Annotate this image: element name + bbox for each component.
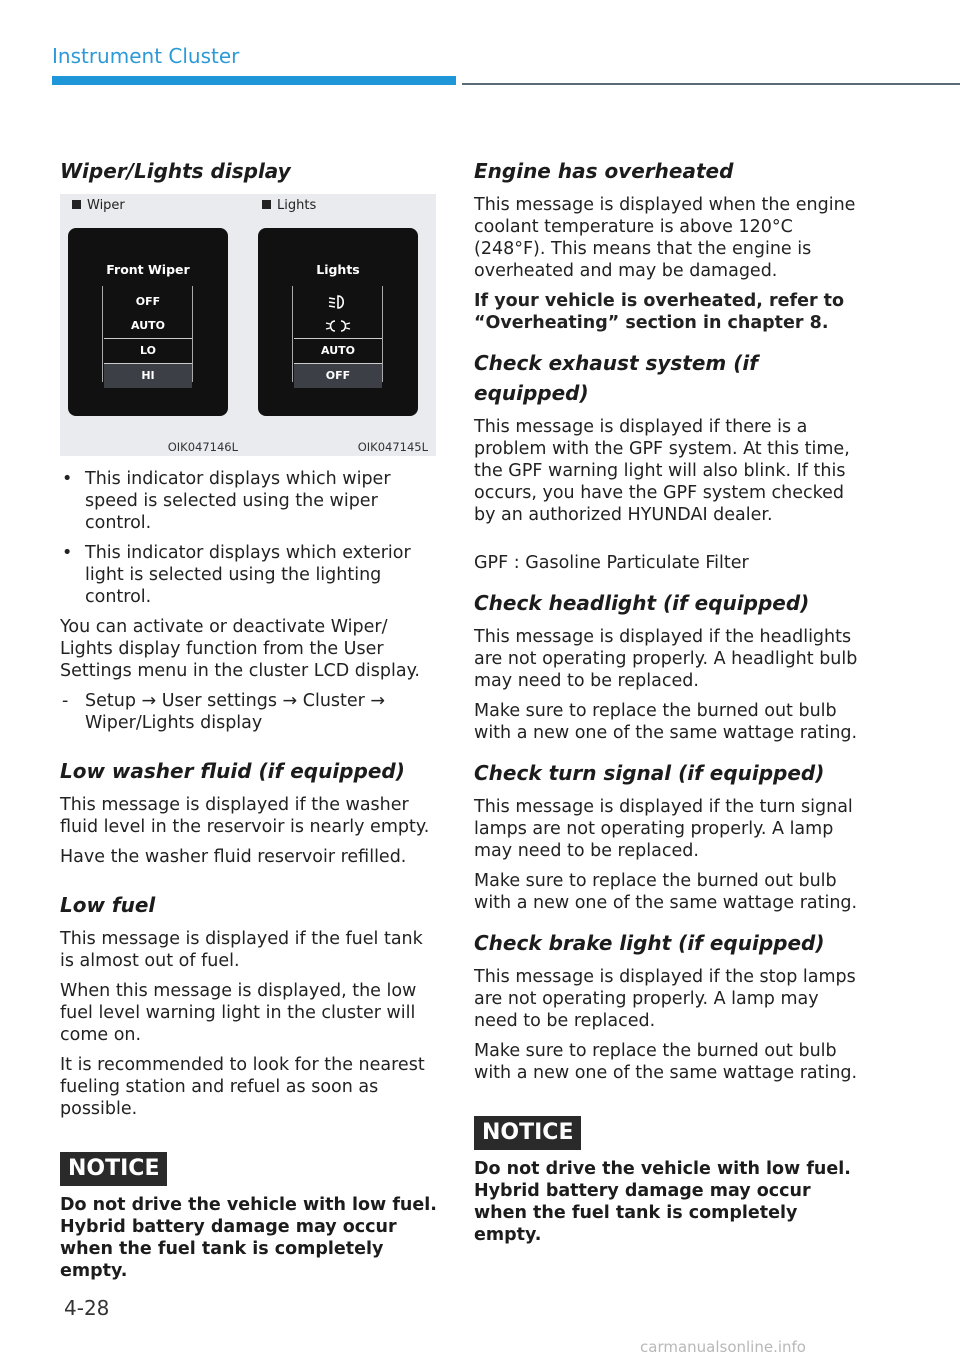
lights-figure-code: OIK047145L [357, 440, 428, 454]
list-item-text: This indicator displays which exterior light is selected using the lighting control. [85, 543, 411, 607]
body-paragraph: This message is displayed when the engine coolant temperature is above 120°C (248°F). This means that the engine is overheated and may be damaged. [474, 195, 856, 281]
lights-caption [262, 198, 316, 213]
check-brake-light-heading: Check brake light (if equipped) [474, 931, 825, 955]
lights-bracket-left [292, 286, 293, 382]
body-paragraph: This message is displayed if the washer fluid level in the reservoir is nearly empty. [60, 795, 430, 837]
list-item [60, 468, 440, 534]
wiper-caption-text: Wiper [87, 198, 125, 213]
wiper-options [104, 290, 192, 388]
engine-overheated-heading: Engine has overheated [474, 159, 734, 183]
wiper-lights-figure [60, 194, 436, 456]
wiper-caption [72, 198, 125, 213]
lights-option-selected: OFF [294, 363, 382, 388]
wiper-figure-code: OIK047146L [167, 440, 238, 454]
body-paragraph: Make sure to replace the burned out bulb with a new one of the same wattage rating. [474, 701, 858, 743]
wiper-option: AUTO [131, 319, 165, 332]
body-paragraph: When this message is displayed, the low fuel level warning light in the cluster will come on. [60, 981, 417, 1045]
check-exhaust-heading: Check exhaust system (if equipped) [474, 351, 758, 405]
notice-badge: NOTICE [60, 1152, 167, 1186]
low-beam-icon [294, 290, 382, 314]
wiper-option: OFF [135, 295, 161, 308]
lights-screen-title: Lights [316, 262, 360, 277]
bullet-dot: • [62, 543, 73, 563]
list-item [60, 542, 440, 608]
body-paragraph: This message is displayed if the turn signal lamps are not operating properly. A lamp may need to be replaced. [474, 797, 853, 861]
notice-text: Do not drive the vehicle with low fuel. Hybrid battery damage may occur when the fuel tank is completely empty. [60, 1195, 437, 1281]
square-bullet-icon [72, 200, 81, 209]
settings-paragraph: You can activate or deactivate Wiper/ Lights display function from the User Settings menu in the cluster LCD display. [60, 617, 420, 681]
body-paragraph-bold: If your vehicle is overheated, refer to “Overheating” section in chapter 8. [474, 291, 845, 333]
lights-options [294, 290, 382, 388]
lights-lcd-screen [258, 228, 418, 416]
notice-badge: NOTICE [474, 1116, 581, 1150]
body-paragraph: Make sure to replace the burned out bulb with a new one of the same wattage rating. [474, 1041, 858, 1083]
square-bullet-icon [262, 200, 271, 209]
dash-marker: - [62, 691, 69, 711]
wiper-lights-display-heading: Wiper/Lights display [60, 159, 291, 183]
lights-option: AUTO [294, 338, 382, 363]
notice-text: Do not drive the vehicle with low fuel. Hybrid battery damage may occur when the fuel tank is completely empty. [474, 1159, 851, 1245]
body-paragraph: Have the washer fluid reservoir refilled. [60, 847, 407, 867]
wiper-screen-title: Front Wiper [106, 262, 190, 277]
wiper-option-selected: HI [104, 363, 192, 388]
header-divider [462, 83, 960, 85]
lights-caption-text: Lights [277, 198, 317, 213]
wiper-panel [60, 194, 244, 456]
low-washer-fluid-heading: Low washer fluid (if equipped) [60, 759, 405, 783]
low-fuel-heading: Low fuel [60, 893, 156, 917]
check-turn-signal-heading: Check turn signal (if equipped) [474, 761, 825, 785]
watermark: carmanualsonline.info [640, 1338, 806, 1356]
wiper-bracket-left [102, 286, 103, 382]
lights-bracket-right [382, 286, 383, 382]
header-accent-bar [52, 76, 456, 85]
wiper-bracket-right [192, 286, 193, 382]
wiper-lcd-screen [68, 228, 228, 416]
list-item-text: This indicator displays which wiper speed is selected using the wiper control. [85, 469, 391, 533]
settings-path [60, 690, 440, 734]
left-column [60, 156, 440, 1282]
settings-path-text: Setup → User settings → Cluster → Wiper/Lights display [85, 691, 386, 733]
section-header-title: Instrument Cluster [52, 44, 240, 68]
check-headlight-heading: Check headlight (if equipped) [474, 591, 810, 615]
position-light-icon [294, 314, 382, 338]
page-number: 4-28 [64, 1296, 110, 1320]
right-column [474, 156, 864, 1246]
lights-panel [250, 194, 434, 456]
body-paragraph: This message is displayed if there is a problem with the GPF system. At this time, the GPF warning light will also blink. If this occurs, you have the GPF system checked by an authorized HYUNDAI dealer. [474, 417, 850, 525]
body-paragraph: This message is displayed if the fuel tank is almost out of fuel. [60, 929, 423, 971]
bullet-dot: • [62, 469, 73, 489]
body-paragraph: Make sure to replace the burned out bulb with a new one of the same wattage rating. [474, 871, 858, 913]
body-paragraph: GPF : Gasoline Particulate Filter [474, 553, 749, 573]
body-paragraph: This message is displayed if the stop lamps are not operating properly. A lamp may need to be replaced. [474, 967, 856, 1031]
indicator-bullets [60, 468, 440, 608]
wiper-option: LO [104, 338, 192, 363]
body-paragraph: It is recommended to look for the nearest fueling station and refuel as soon as possible. [60, 1055, 425, 1119]
body-paragraph: This message is displayed if the headlights are not operating properly. A headlight bulb may need to be replaced. [474, 627, 858, 691]
